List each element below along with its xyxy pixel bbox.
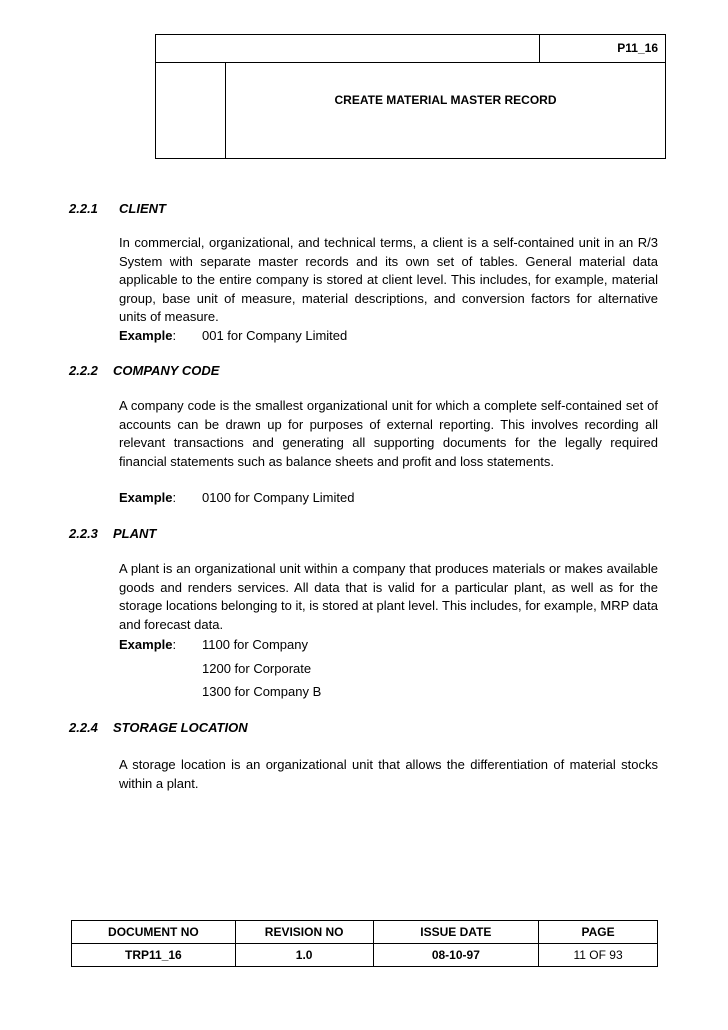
footer-header-document-no: DOCUMENT NO [72, 921, 236, 944]
example-client: Example: [119, 328, 177, 343]
section-body-company-code: A company code is the smallest organizational unit for which a complete self-contained set of accounts can be drawn up for purposes of external reporting. This involves recording all relevant transactions and generating all supporting documents for the legally required financial statements such as balance sheets and profit and loss statements. [119, 398, 658, 469]
document-code: P11_16 [539, 35, 665, 62]
section-title: CLIENT [119, 201, 166, 216]
footer-header-row [72, 921, 658, 944]
example-value: 1200 for Corporate [202, 661, 312, 676]
example-value: 001 for Company Limited [202, 328, 348, 343]
section-body-storage-location: A storage location is an organizational unit that allows the differentiation of material stocks within a plant. [119, 757, 658, 791]
footer-document-no: TRP11_16 [72, 944, 236, 967]
section-heading-company-code [69, 363, 219, 378]
document-footer-table [71, 920, 658, 967]
example-label: Example [119, 328, 173, 343]
example-company-code: Example: [119, 490, 177, 505]
example-plant: Example: [119, 637, 177, 652]
section-number: 2.2.2 [69, 363, 98, 378]
section-heading-client [69, 201, 166, 216]
section-heading-storage-location [69, 720, 248, 735]
section-number: 2.2.3 [69, 526, 98, 541]
example-label: Example [119, 637, 173, 652]
example-value: 0100 for Company Limited [202, 490, 355, 505]
document-title: CREATE MATERIAL MASTER RECORD [334, 93, 557, 107]
header-divider [225, 62, 226, 158]
example-value: 1300 for Company B [202, 684, 322, 699]
footer-header-issue-date: ISSUE DATE [373, 921, 539, 944]
example-label: Example [119, 490, 173, 505]
footer-issue-date: 08-10-97 [373, 944, 539, 967]
section-heading-plant [69, 526, 156, 541]
section-title: COMPANY CODE [113, 363, 220, 378]
section-title: STORAGE LOCATION [113, 720, 248, 735]
footer-header-revision-no: REVISION NO [235, 921, 373, 944]
section-number: 2.2.1 [69, 201, 98, 216]
section-title: PLANT [113, 526, 157, 541]
section-body-plant: A plant is an organizational unit within a company that produces materials or makes available goods and renders services. All data that is valid for a particular plant, as well as for the storage locations belonging to it, is stored at plant level. This includes, for example, MRP data and forecast data. [119, 561, 658, 632]
footer-page: 11 OF 93 [539, 944, 658, 967]
section-body-client: In commercial, organizational, and technical terms, a client is a self-contained unit in an R/3 System with separate master records and its own set of tables. General material data applicable to the entire company is stored at client level. This includes, for example, material group, base unit of measure, material descriptions, and conversion factors for alternative units of measure. [119, 235, 658, 324]
footer-revision-no: 1.0 [235, 944, 373, 967]
document-header [155, 34, 666, 159]
footer-value-row [72, 944, 658, 967]
section-number: 2.2.4 [69, 720, 98, 735]
example-value: 1100 for Company [202, 637, 308, 652]
footer-header-page: PAGE [539, 921, 658, 944]
header-top-row [156, 35, 665, 63]
